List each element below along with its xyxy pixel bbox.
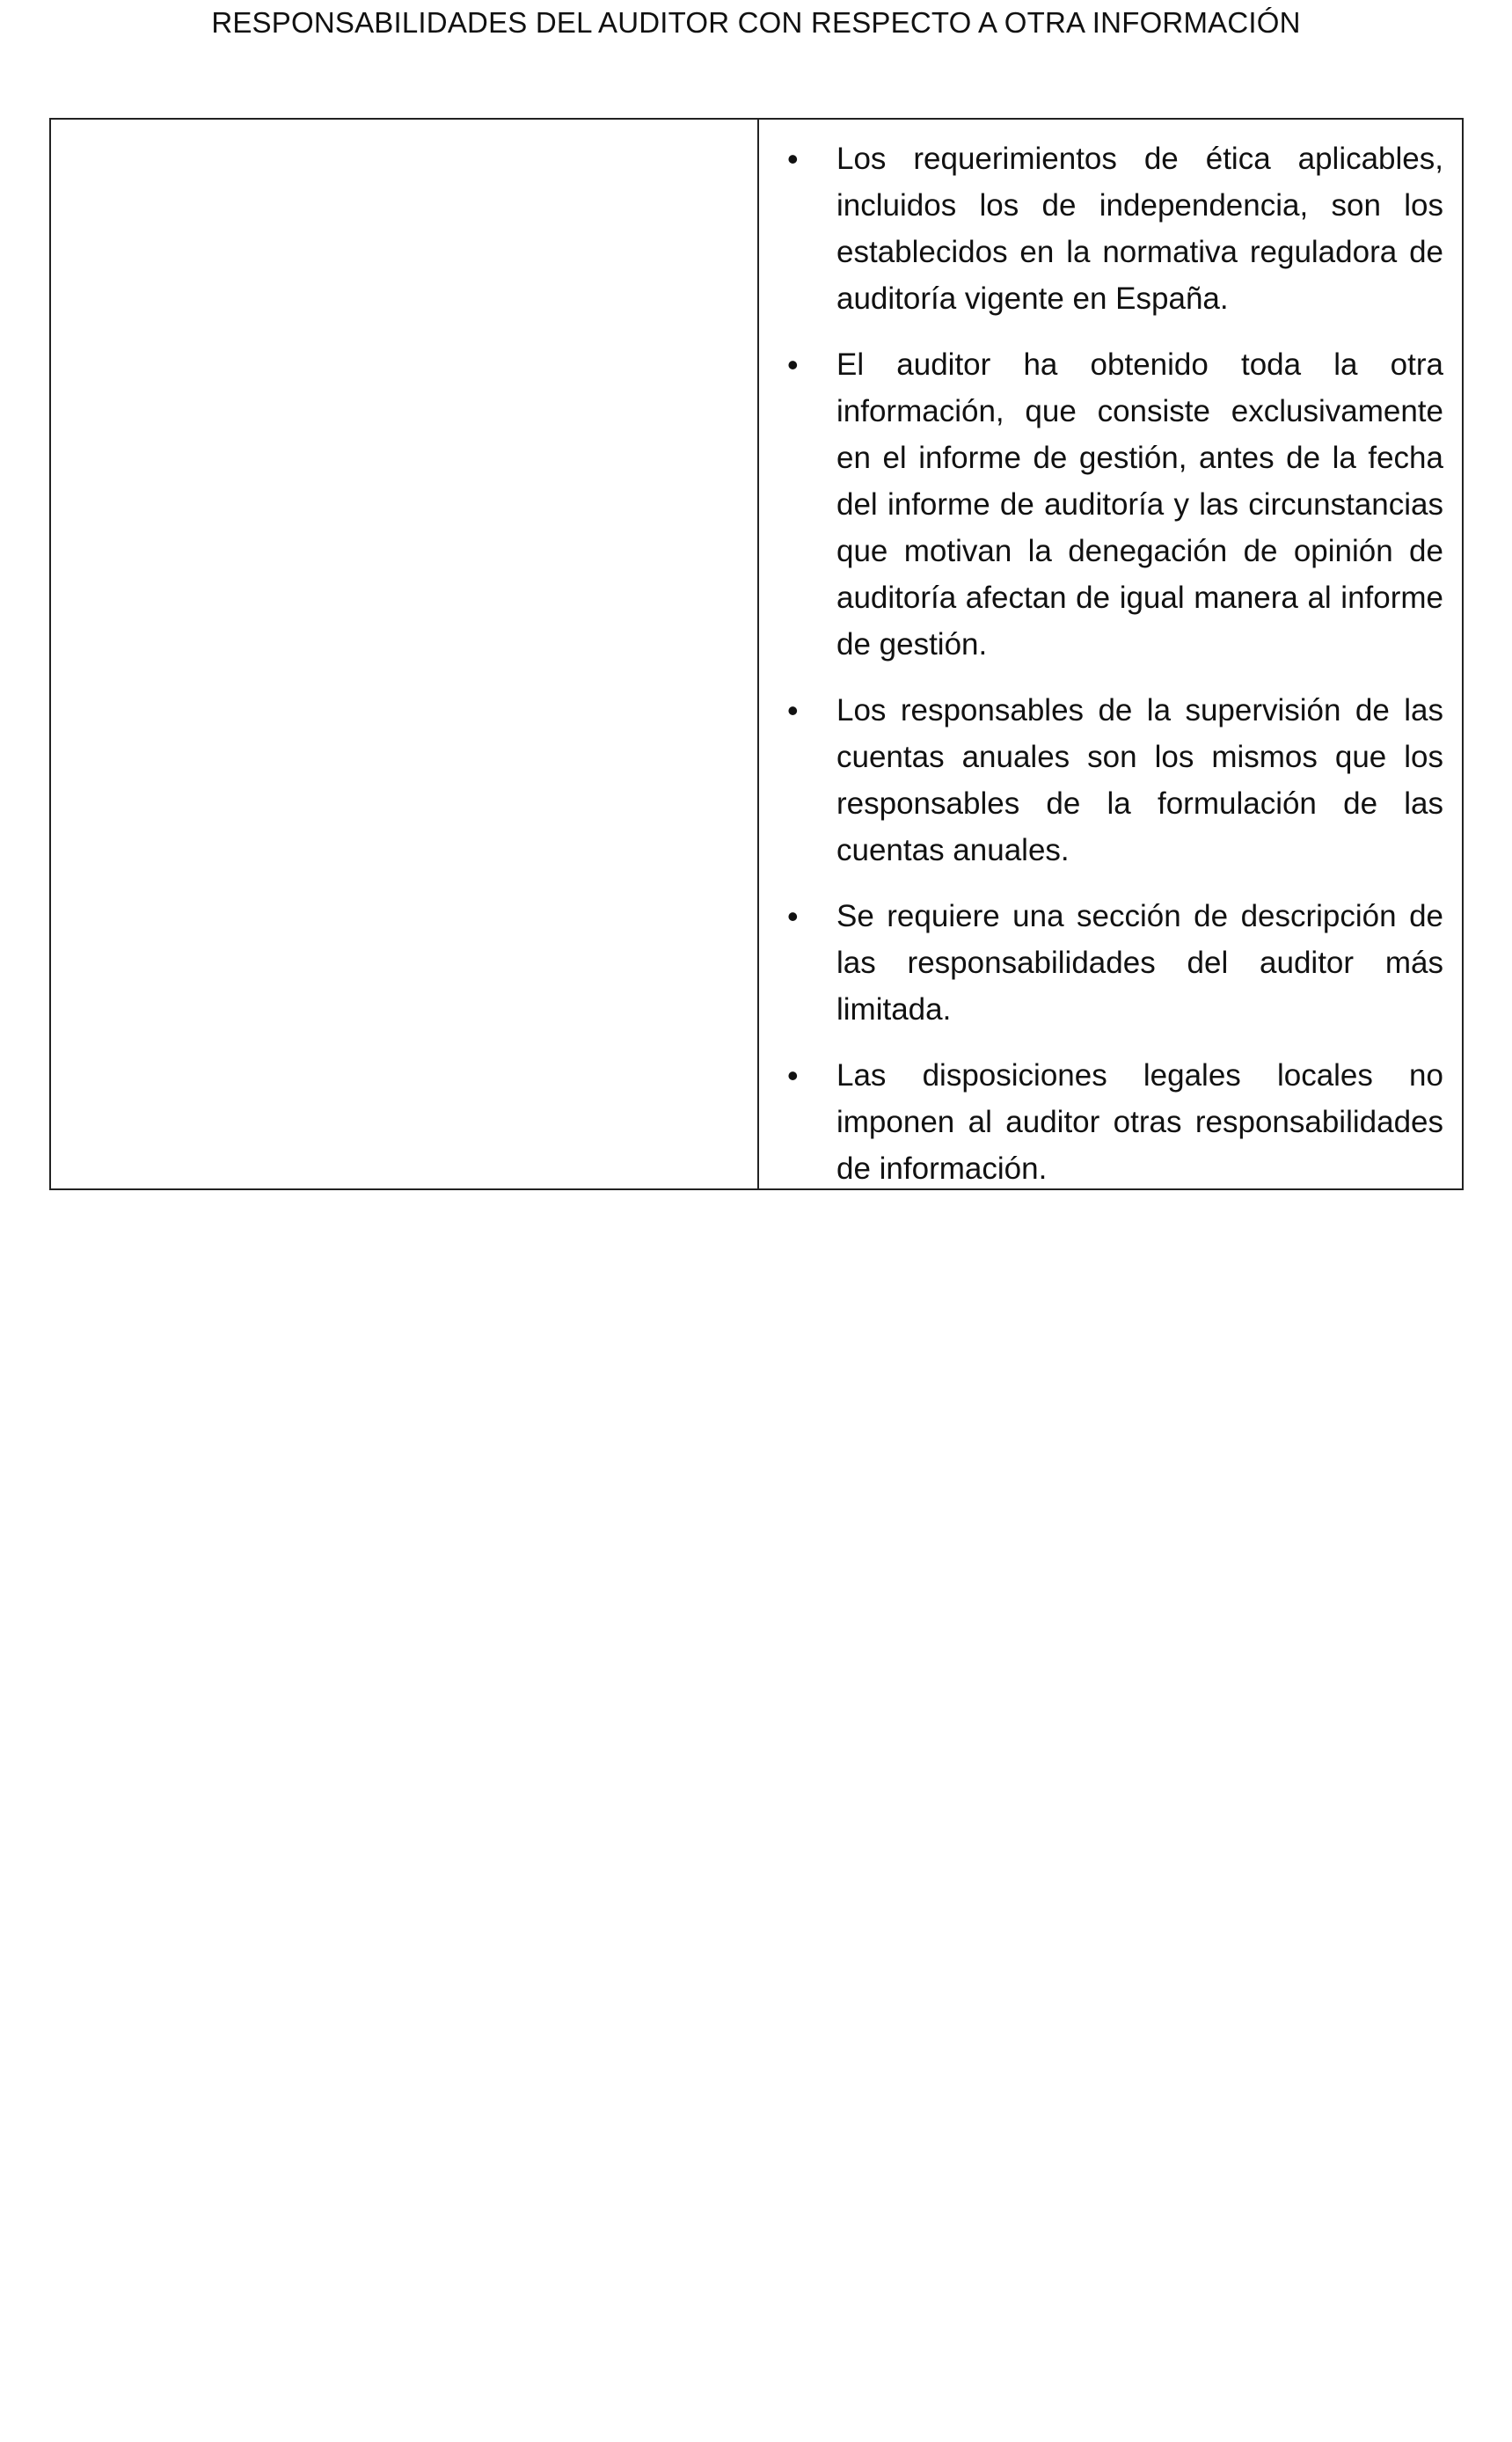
bullet-icon: • [787, 141, 799, 177]
list-item-text: El auditor ha obtenido toda la otra información, que consiste exclusivamente en el informe de gestión, antes de la fecha del informe de auditoría y las circunstancias que motivan la denegación de opinión de auditoría afectan de igual manera al informe de gestión. [836, 347, 1443, 662]
bullet-list [778, 135, 1443, 1192]
list-item-text: Se requiere una sección de descripción de las responsabilidades del auditor más limitada. [836, 899, 1443, 1027]
list-item [778, 1052, 1443, 1192]
list-item-text: Los requerimientos de ética aplicables, incluidos los de independencia, son los establecidos en la normativa reguladora de auditoría vigente en España. [836, 142, 1443, 316]
page-header: RESPONSABILIDADES DEL AUDITOR CON RESPECTO A OTRA INFORMACIÓN [211, 6, 1301, 39]
list-item [778, 687, 1443, 874]
bullet-icon: • [787, 347, 799, 383]
list-item-text: Los responsables de la supervisión de las cuentas anuales son los mismos que los responsables de la formulación de las cuentas anuales. [836, 693, 1443, 867]
list-item [778, 135, 1443, 322]
table-right-cell [759, 120, 1462, 1188]
bullet-icon: • [787, 692, 799, 728]
list-item-text: Las disposiciones legales locales no imponen al auditor otras responsabilidades de información. [836, 1058, 1443, 1186]
bullet-icon: • [787, 1057, 799, 1093]
content-table [49, 118, 1464, 1190]
list-item [778, 893, 1443, 1033]
table-left-cell [51, 120, 759, 1188]
bullet-icon: • [787, 898, 799, 934]
list-item [778, 341, 1443, 668]
